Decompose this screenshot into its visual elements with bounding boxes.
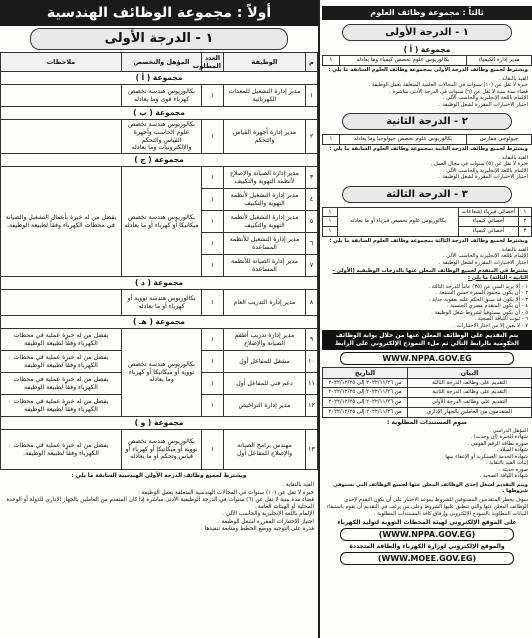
count-cell: ١ [202,85,224,107]
schedule-date: من ٢٠٢٢/١١/٢٦ إلى ٢٠٢٢/١٢/٢٥ [323,407,408,417]
engineering-header: أولاً : مجموعة الوظائف الهندسية [0,0,318,26]
group-row [1,277,318,290]
count-cell: ١ [202,120,224,154]
table-row [323,388,532,398]
job-cell: مدير إدارة التشغيل للأنظمة المساعدة [224,233,306,255]
index-cell: ٨ [306,290,318,316]
qual-cell: بكالوريوس علوم تخصص جيولوجيا وما يعادله [340,135,467,145]
index-cell: ١٣ [306,430,318,470]
table-header-row [1,53,318,72]
list-item: اجتياز الاختبارات المقررة لشغل الوظيفة . [438,101,528,108]
group-row [1,154,318,167]
group-row [1,316,318,329]
list-item: قدرة على التوجيه ووضع الخطط ومتابعة تنفيذها . [201,525,314,532]
engineering-req-title: ويشترط لجميع وظائف الدرجة الأولى الهندسية السابقة ما يلي : [71,473,247,479]
engineering-table [0,52,318,470]
note-cell: يفضل من له خبرة عملية في محطات الكهرباء وفقاً لطبيعة الوظيفة [1,395,122,417]
note-cell: يفضل من له خبرة بأعمال التشغيل والصيانة في محطات الكهرباء وفقاً لطبيعة الوظيفة. [1,167,122,277]
note-cell: يفضل من له خبرة عملية في محطات الكهرباء وفقاً لطبيعة الوظيفة [1,351,122,373]
list-item: المؤهل الدراسي . [489,427,528,434]
job-cell: مدير إدارة التشغيل للمعدات الكهربائية [224,85,306,107]
table-row [323,378,532,388]
ministry-notice: والموقع الإلكتروني لوزارة الكهرباء والطاقة المتجددة [349,543,505,551]
index-cell: ١ [519,207,532,217]
sciences-degree-3-table [322,207,532,237]
list-item: الإلمام باللغة الإنجليزية والحاسب الآلي . [222,511,314,518]
index-cell: ٢ [519,217,532,227]
degree-3-reqs [322,246,532,268]
list-item: شهادة الميلاد . [496,447,528,454]
note-cell [1,85,122,107]
nppa-link[interactable]: WWW.NPPA.GOV.EG [340,352,514,365]
schedule-item: التقديم على وظائف الدرجة الثالثة [408,378,532,388]
list-item: اجتياز الاختبارات المقررة لشغل الوظيفة . [217,518,314,525]
list-item: قضاء مدة بينية لا تقل عن (٦) سنوات في الدرجة الوظيفية الأدنى مباشرة إذا كان المتقدم من العاملين بالجهاز الإداري للدولة أو الوحدة المحلية أو الهيئات العامة . [6,496,314,511]
note-cell: يفضل من له خبرة عملية في محطات الكهرباء وفقاً لطبيعة الوظيفة [1,329,122,351]
list-item: الإلمام باللغة الإنجليزية والحاسب الآلي . [442,95,528,101]
qual-cell: بكالوريوس هندسة تخصص نووية أو ميكانيكا أو كهرباء وما يعادله [122,329,202,417]
list-item: القيد بالنقابة . [498,75,528,82]
count-cell: ١ [202,395,224,417]
list-item: ٢ - أن يكون محمود السيرة حسن السمعة . [435,290,528,296]
degree-3-req-title: ويشترط لجميع وظائف الدرجة الثالثة بمجموعة وظائف العلوم السابقة ما يلي : [329,237,528,244]
table-row [323,56,532,66]
sciences-degree-1: ١ - الدرجة الأولى [342,24,512,41]
list-item: شهادة اللياقة الصحية . [479,473,528,480]
qual-cell: بكالوريوس هندسة تخصص علوم الحاسب وأجهزة القياس والتحكم والإلكترونيات وما يعادله [122,120,202,154]
job-cell: جيولوجي ممارس [467,135,532,145]
list-item: اجتياز الاختبارات المقررة لشغل الوظيفة . [438,174,528,180]
list-item: خبرة لا تقل عن (٥) سنوات في مجال العمل . [430,161,528,167]
list-item: قضاء مدة بينية لا تقل عن (٦) سنوات في الدرجة الأدنى مباشرة . [389,88,528,95]
group-c-title: مجموعة ( ج ) [1,154,318,167]
schedule-table [322,367,532,418]
group-a-title: مجموعة ( أ ) [1,72,318,85]
job-cell: دعم فني للمفاعل أول [224,373,306,395]
group-row [1,417,318,430]
table-row [1,430,318,470]
count-cell: ١ [202,373,224,395]
job-cell: أخصائي كيمياء [459,227,519,237]
count-cell: ١ [202,233,224,255]
list-item: القيد بالنقابة . [498,246,528,253]
general-reqs [322,283,532,331]
job-cell: مدير إدارة أجهزة القياس والتحكم [224,120,306,154]
group-row [1,107,318,120]
qual-cell: بكالوريوس هندسة تخصص كهرباء قوى وما يعادله [122,85,202,107]
count-cell: ١ [202,211,224,233]
documents-title: سوم المستندات المطلوبة : [387,418,467,426]
list-item: القيد بالنقابة . [498,154,528,161]
sciences-column [322,0,532,638]
job-cell: مدير إدارة الصيانة والإصلاح لأنظمة التهوية والتكييف [224,167,306,189]
list-item: اجتياز الاختبارات المقررة لشغل الوظيفة . [438,259,528,266]
column-header: البيان [408,367,532,378]
list-item: خبرة لا تقل عن (١٠) سنوات في المجالات الهندسية المتعلقة بعمل الوظيفة . [138,489,314,496]
job-cell: مدير إدارة التشغيل لأنظمة التهوية والتكييف [224,189,306,211]
job-cell: أخصائي كيمياء [459,217,519,227]
index-cell: ٧ [306,255,318,277]
job-cell: مدير إدارة التشغيل لأنظمة التهوية والتكييف [224,211,306,233]
degree-1-reqs [322,75,532,110]
index-cell: ٣ [306,167,318,189]
schedule-item: المتقدمون من العاملين بالجهاز الإداري [408,407,532,417]
index-cell: ١ [306,85,318,107]
list-item: صورة بطاقة الرقم القومي . [467,440,528,447]
closing-text: سوف يخطر المتقدمين المستوفين للشروط بموعد الاختبار على أن يكون التقدم لإحدى الوظائف المعلن عنها والتي تنطبق عليها الشروط وعلى من يرغب في التقديم أن يقوم باستيفاء البيانات المطلوبة بالنموذج الإلكتروني وإرفاق كافة المستندات المطلوبة . [326,497,528,517]
table-row [1,167,318,189]
sciences-degree-2-table [322,134,532,145]
list-item: صورة حديثة . [499,466,528,473]
list-item: ٧ - لا يعين إلا من اجتاز الاختبارات . [453,322,528,329]
degree-2-req-title: ويشترط لجميع وظائف الدرجة الثانية بمجموعة وظائف العلوم السابقة ما يلي : [329,145,528,152]
degree-2-reqs [322,154,532,182]
job-cell: أخصائي فيزياء إشعاعات [459,207,519,217]
list-item: ١ - ألا يزيد السن عن (٣٥) عاماً للدرجة الثالثة . [428,283,528,290]
count-cell: ١ [202,255,224,277]
table-row [323,398,532,408]
list-item: ٦ - ثبوت اللياقة الصحية . [474,316,528,322]
schedule-date: من ٢٠٢٢/١١/٢٦ إلى ٢٠٢٢/١٢/٢٥ [323,378,408,388]
job-cell: مدير إدارة تدريب أطقم الصيانة والإصلاح [224,329,306,351]
count-cell: ١ [202,329,224,351]
qual-cell: بكالوريوس هندسة تخصص نووية أو ميكانيكا أو كهرباء أو قياس وتحكم أو ما يعادله [122,430,202,470]
table-row [1,85,318,107]
qual-cell: بكالوريوس هندسة نووية أو كهرباء أو ما يعادله [122,290,202,316]
sciences-header: ثالثاً : مجموعة وظائف العلوم [322,6,532,20]
index-cell: ٢ [306,120,318,154]
count-cell: ١ [202,290,224,316]
engineering-degree-1: ١ - الدرجة الأولى [30,28,288,50]
column-header: العدد المطلوب [202,53,224,72]
group-b-title: مجموعة ( ب ) [1,107,318,120]
job-cell: مدير إدارة التراخيص [224,395,306,417]
column-header: ملاحظات [1,53,122,72]
schedule-date: من ٢٠٢٢/١١/٢٦ إلى ٢٠٢٢/١٢/٢٥ [323,398,408,408]
table-row [323,407,532,417]
count-cell: ١ [202,189,224,211]
group-e-title: مجموعة ( هـ ) [1,316,318,329]
index-cell: ١٢ [306,395,318,417]
list-item: شهادة الخدمة العسكرية أو الإعفاء منها . [441,453,528,460]
degree-1-req-title: ويشترط لجميع وظائف الدرجة الأولى بمجموعة وظائف العلوم السابقة ما يلي : [328,66,528,73]
index-cell: ٤ [306,189,318,211]
note-cell: يفضل من له خبرة عملية في محطات الكهرباء وفقاً لطبيعة الوظيفة. [1,430,122,470]
list-item: ٣ - ألا يكون قد سبق الحكم عليه بعقوبة جناية . [428,296,528,303]
group-d-title: مجموعة ( د ) [1,277,318,290]
sciences-degree-2: ٢ - الدرجة الثانية [342,113,512,130]
list-item: القيد بالنقابة . [282,482,314,489]
nppa-site-link[interactable]: (WWW.NPPA.GOV.EG) [340,528,514,541]
index-cell: ٥ [306,211,318,233]
qual-cell: بكالوريوس علوم تخصص كيمياء وما يعادله [340,56,467,66]
note-cell: يفضل من له خبرة عملية في محطات الكهرباء وفقاً لطبيعة الوظيفة [1,373,122,395]
job-cell: مدير إدارة التدريب العام [224,290,306,316]
column-header: التاريخ [323,367,408,378]
qual-cell: بكالوريوس هندسة تخصص ميكانيكا أو كهرباء أو ما يعادله [122,167,202,277]
documents-list [322,427,532,481]
group-row [1,72,318,85]
website-notice: على الموقع الإلكتروني لهيئة المحطات النووية لتوليد الكهرباء [337,519,517,527]
sciences-degree-3: ٣ - الدرجة الثالثة [342,186,512,203]
count-cell: ١ [202,430,224,470]
moee-site-link[interactable]: (WWW.MOEE.GOV.EG) [340,552,514,565]
column-header: م [306,53,318,72]
job-cell: مهندس برامج الصيانة والإصلاح للمفاعل أول [224,430,306,470]
job-cell: مدير إدارة الكيمياء [467,56,532,66]
count-cell: ١ [323,207,338,217]
index-cell: ١١ [306,373,318,395]
index-cell: ٩ [306,329,318,351]
count-cell: ١ [323,56,340,66]
column-header: الوظيفة [224,53,306,72]
count-cell: ١ [323,135,340,145]
table-row [323,135,532,145]
count-cell: ١ [202,167,224,189]
count-cell: ١ [323,217,338,227]
list-item: إثبات القيد بالنقابة . [485,460,528,467]
sciences-degree-1-table [322,55,532,66]
schedule-item: التقديم على وظائف الدرجة الأولى [408,398,532,408]
schedule-item: التقديم على وظائف الدرجة الثانية [408,388,532,398]
index-cell: ١٠ [306,351,318,373]
sciences-group-a-title: مجموعة ( أ ) [403,45,451,54]
list-item: الإلمام باللغة الإنجليزية والحاسب الآلي . [442,253,528,259]
table-header-row [323,367,532,378]
list-item: خبرة لا تقل عن (١٠) سنوات في المجالات العلمية المتعلقة بعمل الوظيفة . [368,82,528,88]
schedule-date: من ٢٠٢٢/١١/٢٦ إلى ٢٠٢٢/١٢/٢٥ [323,388,408,398]
apply-notice: يتم التقديم على الوظائف المعلن عنها من خلال بوابة الوظائف الحكومية بالرابط التالي ثم ملء النموذج الإلكتروني على الرابط [322,330,532,350]
job-cell: مدير إدارة الصيانة للأنظمة المساعدة [224,255,306,277]
table-row [1,290,318,316]
note-cell [1,120,122,154]
list-item: ٤ - أن يكون المتقدم مصري الجنسية . [446,303,528,309]
count-cell: ١ [202,351,224,373]
qual-cell: بكالوريوس علوم تخصص فيزياء أو ما يعادله [338,207,459,236]
job-cell: مشغل للمفاعل أول [224,351,306,373]
index-cell: ٣ [519,227,532,237]
table-row [1,329,318,351]
list-item: الإلمام باللغة الإنجليزية والحاسب الآلي . [442,167,528,174]
table-row [1,120,318,154]
table-row [323,207,532,217]
list-item: شهادة الخبرة (إن وجدت) . [470,434,528,441]
count-cell: ١ [323,227,338,237]
column-header: المؤهل والتخصص [122,53,202,72]
list-item: ٥ - أن يكون مستوفياً لشروط شغل الوظيفة . [431,309,528,316]
engineering-reqs [0,481,318,534]
index-cell: ٦ [306,233,318,255]
group-f-title: مجموعة ( و ) [1,417,318,430]
general-req-title: يشترط في المتقدم لجميع الوظائف المعلن عنها بالدرجات الوظيفية (الأولى - الثانية - الثالثة) ما يلي : [332,268,528,281]
closing-title: ويتم التقديم لشغل إحدى الوظائف المعلن عنها لجميع الوظائف التي تستوفي شروطها . [332,481,528,495]
note-cell [1,290,122,316]
